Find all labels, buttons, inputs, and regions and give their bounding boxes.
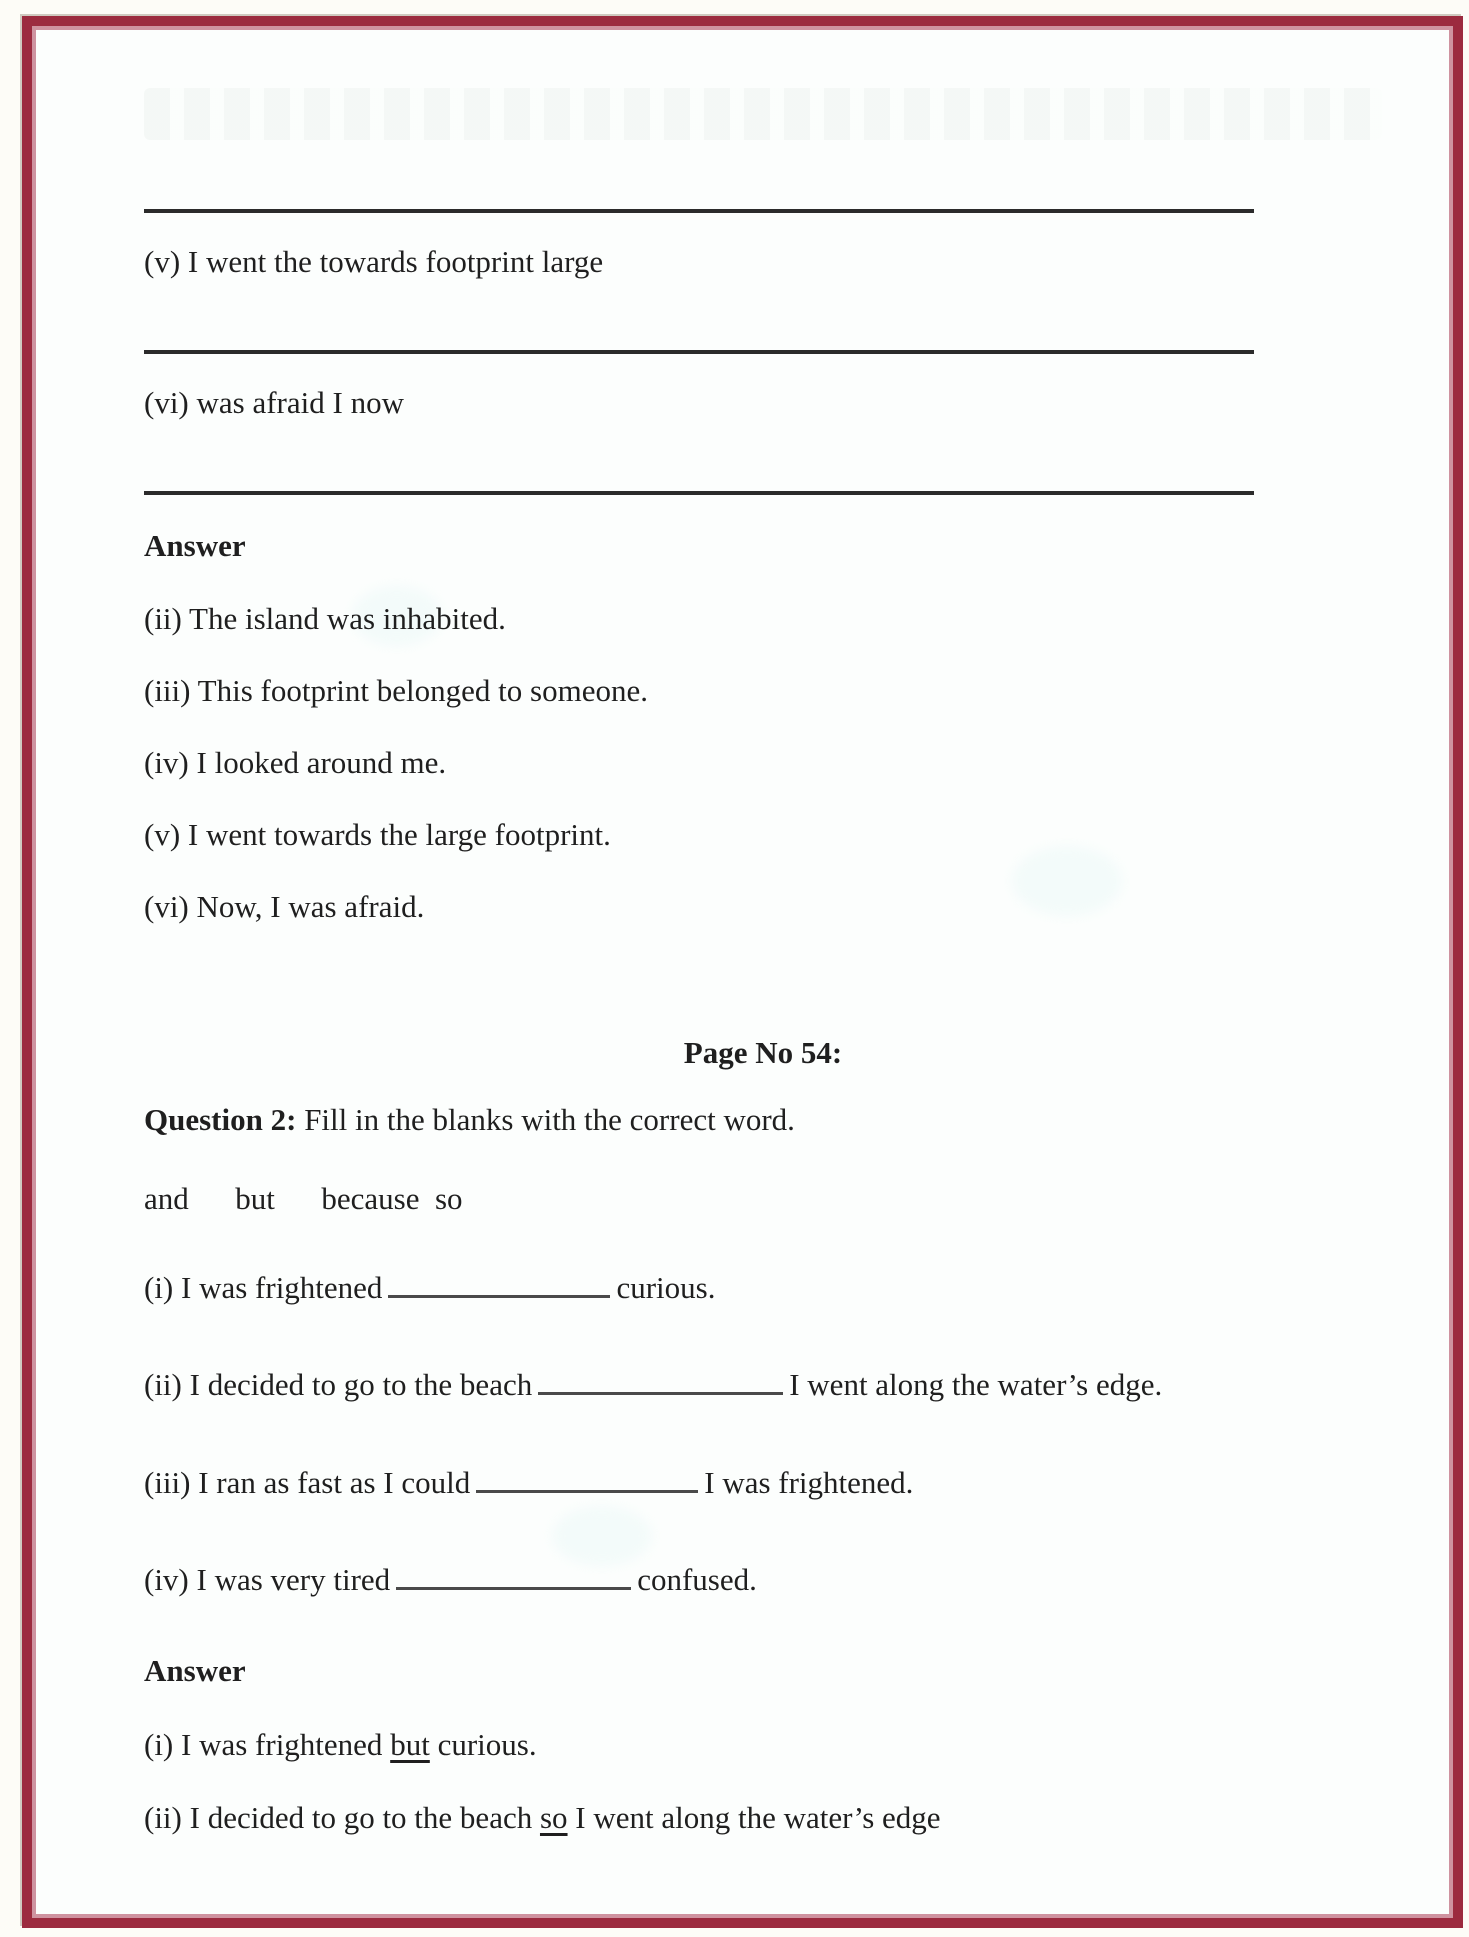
fill-item-text: I went along the water’s edge. xyxy=(789,1367,1163,1403)
blank-line xyxy=(396,1558,631,1590)
fill-item-text: (i) I was frightened xyxy=(144,1270,383,1306)
question-2-line xyxy=(144,1101,1382,1138)
writing-line xyxy=(144,491,1254,495)
writing-line xyxy=(144,209,1254,213)
answer-item-iii: (iii) This footprint belonged to someone. xyxy=(144,672,648,708)
filled-answer-ii xyxy=(144,1799,1382,1836)
writing-line xyxy=(144,350,1254,354)
answer-item-iv: (iv) I looked around me. xyxy=(144,744,447,780)
fill-blank-item-i xyxy=(144,1261,1382,1314)
scrambled-prompt-vi: (vi) was afraid I now xyxy=(144,385,404,421)
scan-watermark-band xyxy=(144,88,1382,140)
fill-item-text: I was frightened. xyxy=(704,1464,914,1500)
answer-item-ii: (ii) The island was inhabited. xyxy=(144,600,506,636)
answer-item-vi: (vi) Now, I was afraid. xyxy=(144,889,425,925)
underlined-word: so xyxy=(539,1799,568,1835)
fill-item-text: (iv) I was very tired xyxy=(144,1562,391,1597)
fill-item-text: curious. xyxy=(616,1270,716,1306)
question-2-label: Question 2: xyxy=(144,1101,297,1137)
scrambled-prompt-v: (v) I went the towards footprint large xyxy=(144,244,604,279)
blank-line xyxy=(538,1363,783,1395)
filled-answer-i xyxy=(144,1726,1382,1763)
filled-answer-text: curious. xyxy=(429,1726,537,1762)
question-2-prompt: Fill in the blanks with the correct word. xyxy=(296,1101,795,1137)
fill-blank-item-ii xyxy=(144,1358,1382,1411)
word-bank: and but because so xyxy=(144,1180,463,1216)
page-number-heading: Page No 54: xyxy=(683,1034,843,1070)
filled-answer-text: (i) I was frightened xyxy=(144,1726,391,1762)
blank-line xyxy=(388,1266,610,1298)
fill-blank-item-iv xyxy=(144,1553,1382,1606)
underlined-word: but xyxy=(390,1726,430,1762)
fill-item-text: (ii) I decided to go to the beach xyxy=(144,1367,533,1403)
filled-answer-text: (ii) I decided to go to the beach xyxy=(144,1799,540,1835)
answer-heading: Answer xyxy=(144,1653,246,1689)
fill-item-text: confused. xyxy=(637,1562,757,1597)
fill-blank-item-iii xyxy=(144,1456,1382,1509)
answer-heading: Answer xyxy=(144,528,246,564)
answer-item-v: (v) I went towards the large footprint. xyxy=(144,817,611,853)
fill-item-text: (iii) I ran as fast as I could xyxy=(144,1464,471,1500)
blank-line xyxy=(476,1460,698,1492)
page-content xyxy=(32,26,1453,1918)
filled-answer-text: I went along the water’s edge xyxy=(567,1799,941,1835)
document-page xyxy=(22,16,1463,1928)
